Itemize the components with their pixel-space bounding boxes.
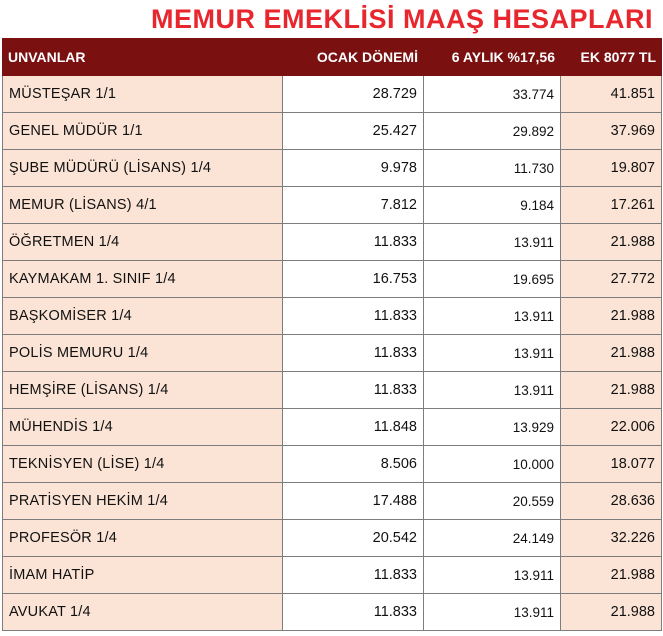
table-row [3, 150, 662, 187]
ek-cell: 19.807 [561, 150, 662, 187]
alti-aylik-cell: 19.695 [424, 261, 561, 298]
table-row [3, 372, 662, 409]
ocak-donemi-cell: 11.833 [283, 557, 424, 594]
alti-aylik-cell: 13.911 [424, 557, 561, 594]
column-header-unvanlar: UNVANLAR [3, 39, 283, 76]
table-row [3, 594, 662, 631]
ocak-donemi-cell: 9.978 [283, 150, 424, 187]
ek-cell: 32.226 [561, 520, 662, 557]
title-cell: HEMŞİRE (LİSANS) 1/4 [3, 372, 283, 409]
column-header-ocak-donemi: OCAK DÖNEMİ [283, 39, 424, 76]
alti-aylik-cell: 13.911 [424, 335, 561, 372]
ocak-donemi-cell: 11.833 [283, 372, 424, 409]
alti-aylik-cell: 33.774 [424, 76, 561, 113]
title-cell: KAYMAKAM 1. SINIF 1/4 [3, 261, 283, 298]
table-row [3, 409, 662, 446]
alti-aylik-cell: 13.911 [424, 224, 561, 261]
title-cell: PROFESÖR 1/4 [3, 520, 283, 557]
alti-aylik-cell: 13.911 [424, 298, 561, 335]
title-bar [0, 0, 663, 38]
ocak-donemi-cell: 11.833 [283, 594, 424, 631]
ocak-donemi-cell: 11.833 [283, 298, 424, 335]
alti-aylik-cell: 9.184 [424, 187, 561, 224]
table-row [3, 520, 662, 557]
ek-cell: 17.261 [561, 187, 662, 224]
title-cell: ÖĞRETMEN 1/4 [3, 224, 283, 261]
table-row [3, 224, 662, 261]
salary-table [2, 38, 662, 631]
alti-aylik-cell: 13.911 [424, 372, 561, 409]
ek-cell: 27.772 [561, 261, 662, 298]
title-cell: ŞUBE MÜDÜRÜ (LİSANS) 1/4 [3, 150, 283, 187]
ek-cell: 22.006 [561, 409, 662, 446]
table-row [3, 187, 662, 224]
title-cell: PRATİSYEN HEKİM 1/4 [3, 483, 283, 520]
ocak-donemi-cell: 20.542 [283, 520, 424, 557]
title-cell: AVUKAT 1/4 [3, 594, 283, 631]
column-header-ek: EK 8077 TL [561, 39, 662, 76]
table-row [3, 446, 662, 483]
table-row [3, 261, 662, 298]
title-cell: GENEL MÜDÜR 1/1 [3, 113, 283, 150]
alti-aylik-cell: 20.559 [424, 483, 561, 520]
table-row [3, 557, 662, 594]
ek-cell: 21.988 [561, 335, 662, 372]
title-cell: MÜHENDİS 1/4 [3, 409, 283, 446]
table-body [3, 76, 662, 631]
alti-aylik-cell: 11.730 [424, 150, 561, 187]
alti-aylik-cell: 10.000 [424, 446, 561, 483]
ek-cell: 21.988 [561, 594, 662, 631]
ocak-donemi-cell: 16.753 [283, 261, 424, 298]
ek-cell: 21.988 [561, 224, 662, 261]
ocak-donemi-cell: 11.833 [283, 224, 424, 261]
ocak-donemi-cell: 7.812 [283, 187, 424, 224]
title-cell: MEMUR (LİSANS) 4/1 [3, 187, 283, 224]
ocak-donemi-cell: 25.427 [283, 113, 424, 150]
ek-cell: 37.969 [561, 113, 662, 150]
title-cell: TEKNİSYEN (LİSE) 1/4 [3, 446, 283, 483]
alti-aylik-cell: 24.149 [424, 520, 561, 557]
table-row [3, 76, 662, 113]
alti-aylik-cell: 13.929 [424, 409, 561, 446]
column-header-alti-aylik: 6 AYLIK %17,56 [424, 39, 561, 76]
table-row [3, 335, 662, 372]
ocak-donemi-cell: 17.488 [283, 483, 424, 520]
ocak-donemi-cell: 11.848 [283, 409, 424, 446]
ek-cell: 21.988 [561, 557, 662, 594]
table-header-row [3, 39, 662, 76]
ek-cell: 21.988 [561, 298, 662, 335]
ek-cell: 18.077 [561, 446, 662, 483]
table-row [3, 483, 662, 520]
title-cell: BAŞKOMİSER 1/4 [3, 298, 283, 335]
ocak-donemi-cell: 28.729 [283, 76, 424, 113]
ek-cell: 41.851 [561, 76, 662, 113]
alti-aylik-cell: 13.911 [424, 594, 561, 631]
table-row [3, 113, 662, 150]
title-cell: İMAM HATİP [3, 557, 283, 594]
ocak-donemi-cell: 11.833 [283, 335, 424, 372]
page-title: MEMUR EMEKLİSİ MAAŞ HESAPLARI [150, 4, 653, 34]
table-row [3, 298, 662, 335]
title-cell: MÜSTEŞAR 1/1 [3, 76, 283, 113]
ek-cell: 21.988 [561, 372, 662, 409]
alti-aylik-cell: 29.892 [424, 113, 561, 150]
ocak-donemi-cell: 8.506 [283, 446, 424, 483]
title-cell: POLİS MEMURU 1/4 [3, 335, 283, 372]
ek-cell: 28.636 [561, 483, 662, 520]
